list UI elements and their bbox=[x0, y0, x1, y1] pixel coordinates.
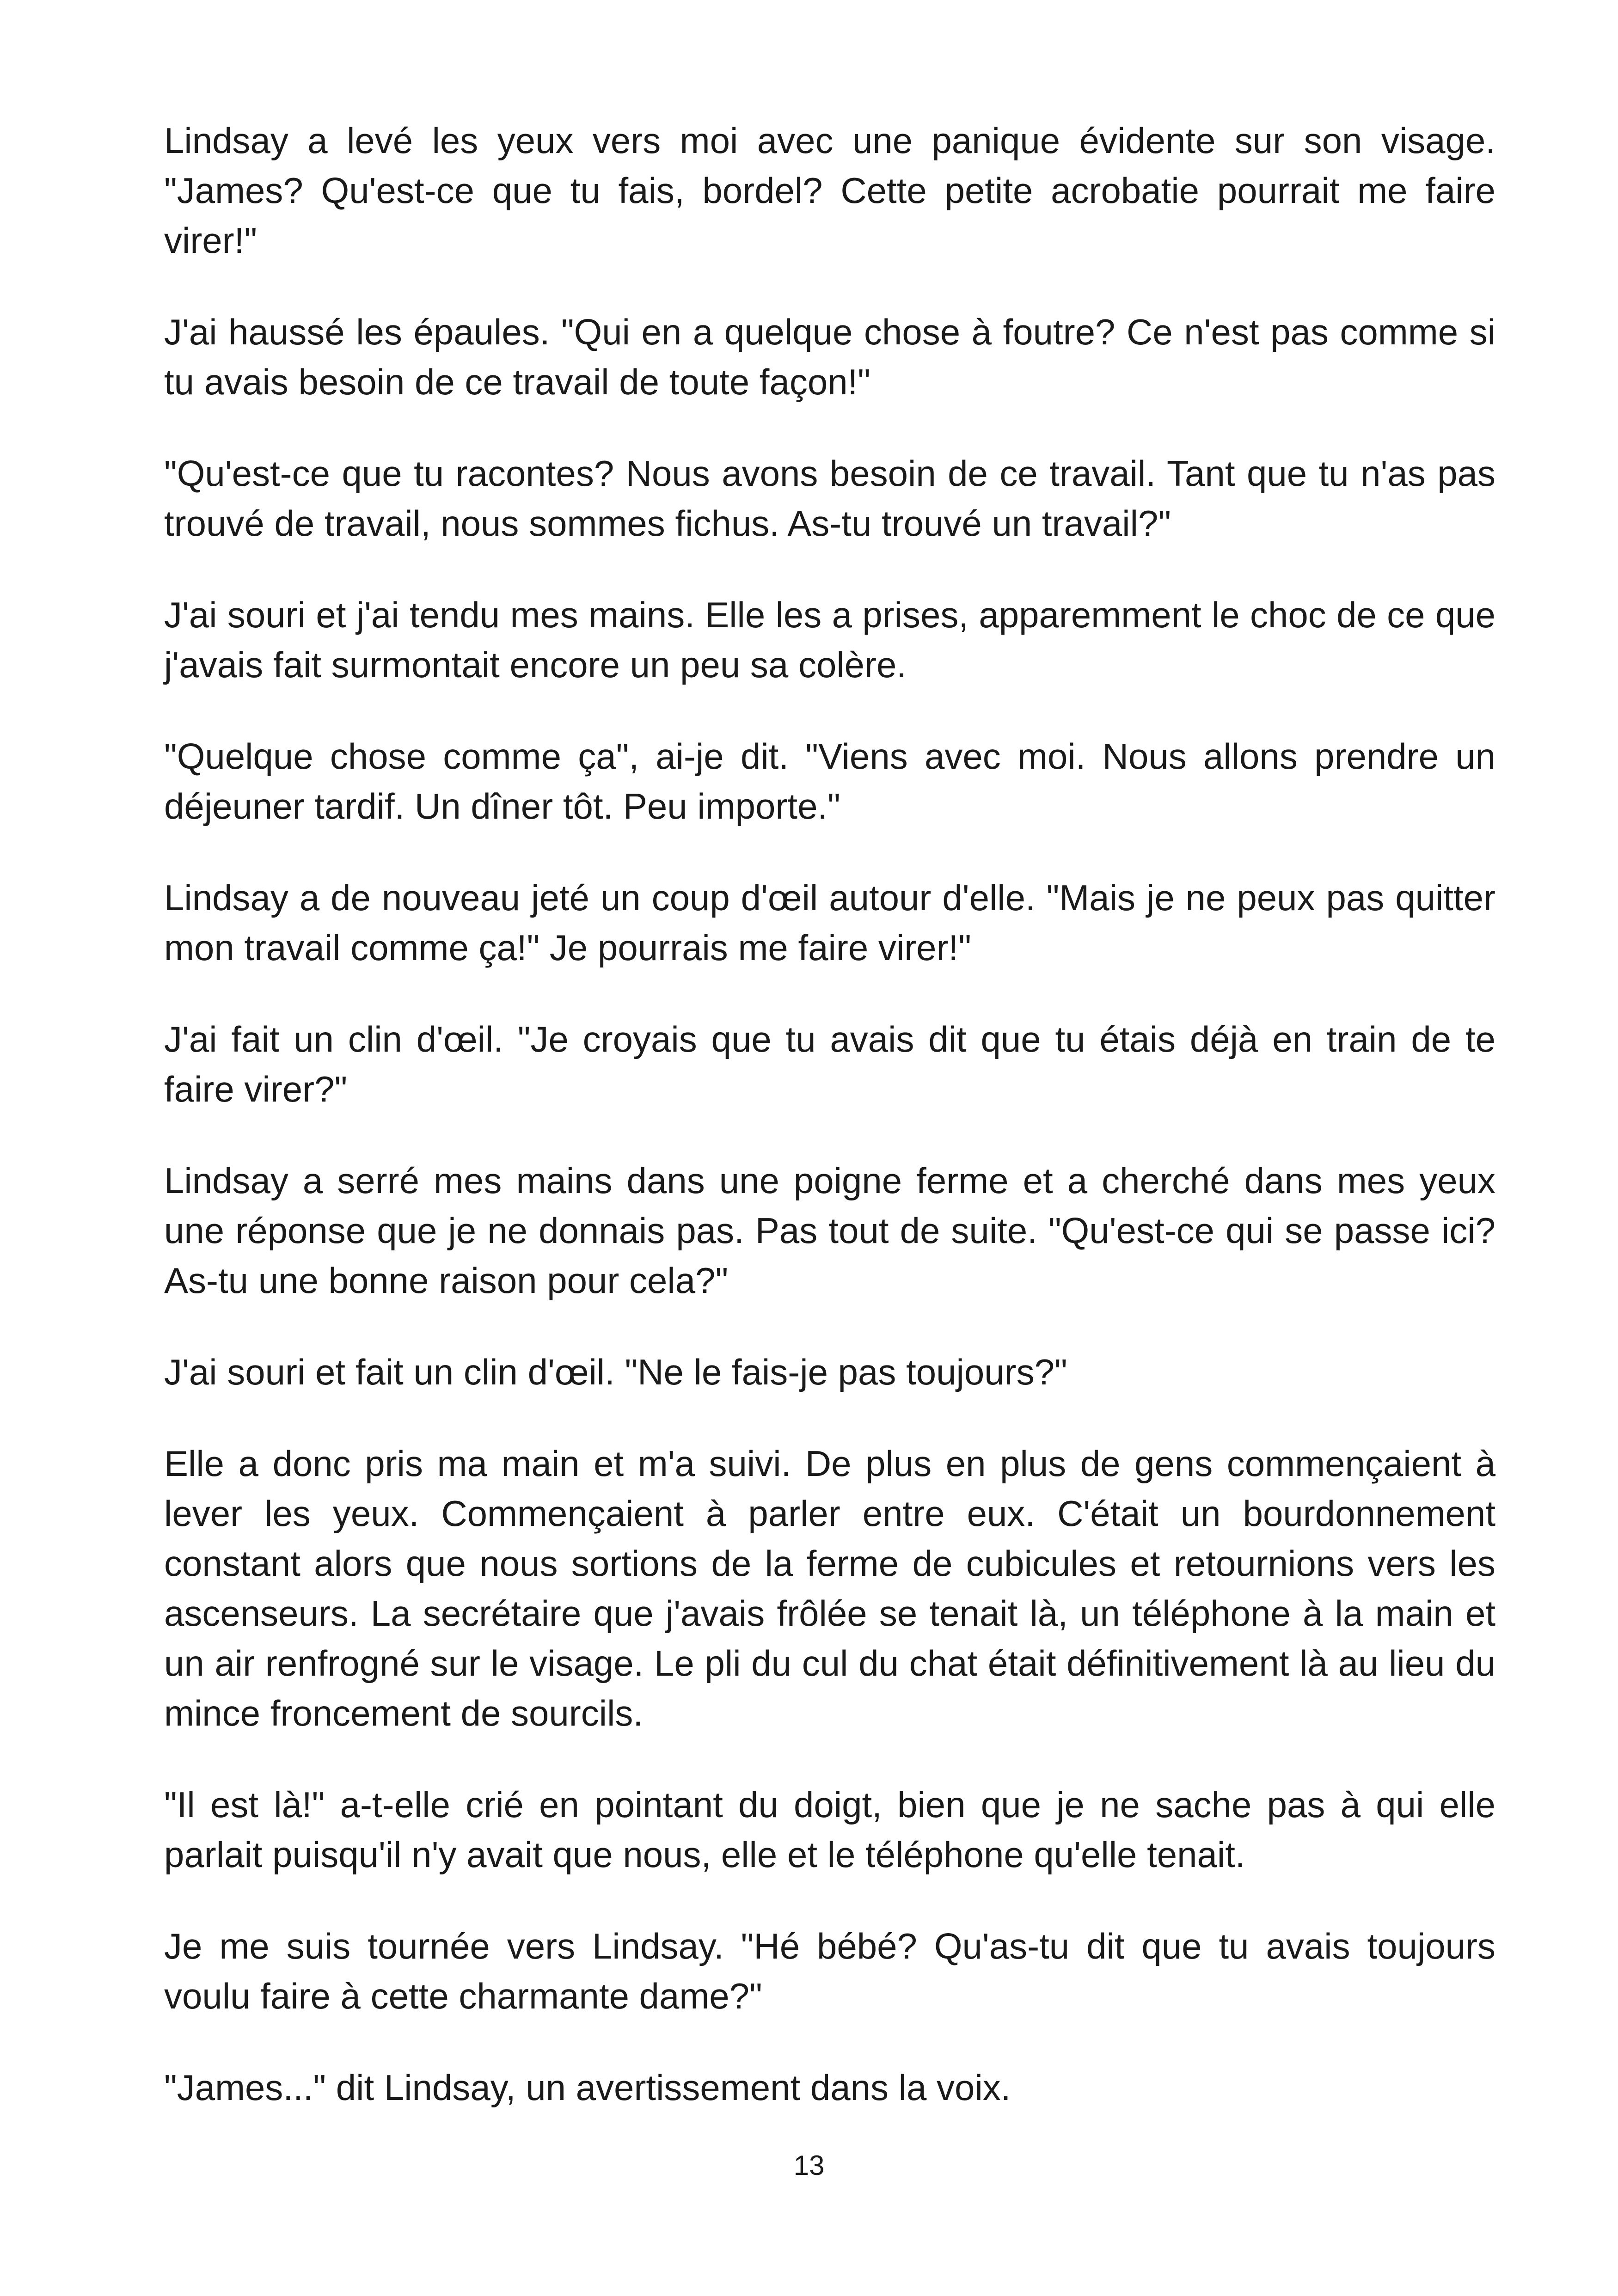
paragraph: "Il est là!" a-t-elle crié en pointant du doigt, bien que je ne sache pas à qui elle parlait puisqu'il n'y avait que nous, elle et le téléphone qu'elle tenait. bbox=[164, 1784, 1495, 1875]
page-number: 13 bbox=[793, 2150, 825, 2181]
paragraph: J'ai haussé les épaules. "Qui en a quelque chose à foutre? Ce n'est pas comme si tu avais besoin de ce travail de toute façon!" bbox=[164, 312, 1495, 402]
paragraph: J'ai souri et j'ai tendu mes mains. Elle les a prises, apparemment le choc de ce que j'avais fait surmontait encore un peu sa colère. bbox=[164, 594, 1495, 685]
body-text bbox=[164, 116, 1495, 2154]
paragraph: J'ai fait un clin d'œil. "Je croyais que tu avais dit que tu étais déjà en train de te faire virer?" bbox=[164, 1019, 1495, 1109]
paragraph: Elle a donc pris ma main et m'a suivi. De plus en plus de gens commençaient à lever les yeux. Commençaient à parler entre eux. C'était un bourdonnement constant alors que nous sortions de la ferme de cubicules et retournions vers les ascenseurs. La secrétaire que j'avais frôlée se tenait là, un téléphone à la main et un air renfrogné sur le visage. Le pli du cul du chat était définitivement là au lieu du mince froncement de sourcils. bbox=[164, 1443, 1495, 1733]
paragraph: "Qu'est-ce que tu racontes? Nous avons besoin de ce travail. Tant que tu n'as pas trouvé de travail, nous sommes fichus. As-tu trouvé un travail?" bbox=[164, 453, 1495, 544]
paragraph: Lindsay a de nouveau jeté un coup d'œil autour d'elle. "Mais je ne peux pas quitter mon travail comme ça!" Je pourrais me faire virer!" bbox=[164, 877, 1495, 968]
paragraph: Lindsay a serré mes mains dans une poigne ferme et a cherché dans mes yeux une réponse que je ne donnais pas. Pas tout de suite. "Qu'est-ce qui se passe ici? As-tu une bonne raison pour cela?" bbox=[164, 1160, 1495, 1301]
paragraph: "James..." dit Lindsay, un avertissement dans la voix. bbox=[164, 2067, 1011, 2108]
paragraph: Je me suis tournée vers Lindsay. "Hé bébé? Qu'as-tu dit que tu avais toujours voulu faire à cette charmante dame?" bbox=[164, 1926, 1495, 2016]
paragraph: J'ai souri et fait un clin d'œil. "Ne le fais-je pas toujours?" bbox=[164, 1352, 1067, 1392]
paragraph: Lindsay a levé les yeux vers moi avec une panique évidente sur son visage. "James? Qu'est-ce que tu fais, bordel? Cette petite acrobatie pourrait me faire virer!" bbox=[164, 120, 1495, 261]
paragraph: "Quelque chose comme ça", ai-je dit. "Viens avec moi. Nous allons prendre un déjeuner tardif. Un dîner tôt. Peu importe." bbox=[164, 736, 1495, 827]
